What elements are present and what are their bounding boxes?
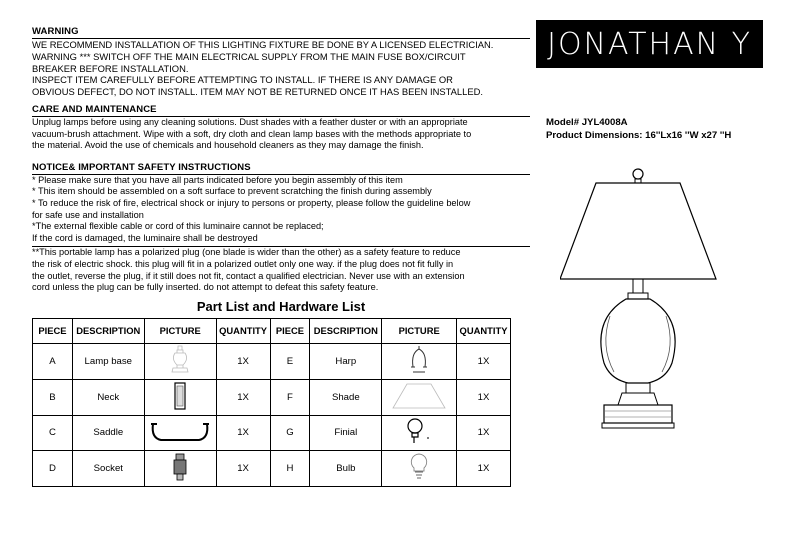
notice-title: NOTICE& IMPORTANT SAFETY INSTRUCTIONS xyxy=(32,161,251,173)
harp-icon xyxy=(407,344,431,376)
header-piece: PIECE xyxy=(270,318,310,343)
piece-cell: G xyxy=(270,415,310,450)
bulb-picture xyxy=(382,450,457,486)
notice-line: If the cord is damaged, the luminaire shall be destroyed xyxy=(32,232,258,243)
header-quantity: QUANTITY xyxy=(457,318,511,343)
warning-line: WARNING *** SWITCH OFF THE MAIN ELECTRICAL SUPPLY FROM THE MAIN FUSE BOX/CIRCUIT xyxy=(32,50,466,62)
table-header-row xyxy=(33,318,511,343)
header-quantity: QUANTITY xyxy=(216,318,270,343)
shade-picture xyxy=(382,379,457,415)
quantity-cell: 1X xyxy=(457,379,511,415)
product-column xyxy=(536,20,796,142)
quantity-cell: 1X xyxy=(457,343,511,379)
header-piece: PIECE xyxy=(33,318,73,343)
description-cell: Neck xyxy=(72,379,144,415)
neck-icon xyxy=(168,380,192,412)
header-picture: PICTURE xyxy=(382,318,457,343)
instructions-column xyxy=(32,26,530,487)
model-number: Model# JYL4008A xyxy=(546,117,628,128)
quantity-cell: 1X xyxy=(216,415,270,450)
lamp-illustration xyxy=(560,166,720,438)
lamp-body xyxy=(601,299,675,383)
plug-line: the outlet, reverse the plug, if it still does not fit, contact a qualified electrician. Never use with an extension xyxy=(32,270,465,281)
notice-line: * To reduce the risk of fire, electrical shock or injury to persons or property, please follow the guideline below xyxy=(32,197,471,208)
care-line: Unplug lamps before using any cleaning solutions. Dust shades with a feather duster or with an appropriate xyxy=(32,116,468,127)
quantity-cell: 1X xyxy=(457,450,511,486)
socket-icon xyxy=(168,451,192,483)
shade-icon xyxy=(391,381,447,411)
warning-title: WARNING xyxy=(32,26,79,37)
header-picture: PICTURE xyxy=(144,318,216,343)
warning-line: OBVIOUS DEFECT, DO NOT INSTALL. ITEM MAY NOT BE RETURNED ONCE IT HAS BEEN INSTALLED. xyxy=(32,86,483,98)
plug-line: the risk of electric shock. this plug will fit in a polarized outlet only one way. if the plug does not fit fully in xyxy=(32,258,454,269)
table-row xyxy=(33,343,511,379)
notice-line: * Please make sure that you have all parts indicated before you begin assembly of this item xyxy=(32,174,403,185)
warning-line: INSPECT ITEM CAREFULLY BEFORE ATTEMPTING TO INSTALL. IF THERE IS ANY DAMAGE OR xyxy=(32,74,453,86)
care-text xyxy=(32,117,530,152)
lamp-base xyxy=(604,405,672,423)
plug-line: **This portable lamp has a polarized plug (one blade is wider than the other) as a safety feature to reduce xyxy=(32,247,461,258)
notice-line: * This item should be assembled on a soft surface to prevent scratching the finish during assembly xyxy=(32,186,432,197)
plug-text xyxy=(32,247,530,293)
description-cell: Shade xyxy=(310,379,382,415)
piece-cell: A xyxy=(33,343,73,379)
table-row xyxy=(33,379,511,415)
neck-picture xyxy=(144,379,216,415)
quantity-cell: 1X xyxy=(457,415,511,450)
bulb-icon xyxy=(407,451,431,483)
quantity-cell: 1X xyxy=(216,343,270,379)
description-cell: Socket xyxy=(72,450,144,486)
parts-title: Part List and Hardware List xyxy=(196,298,366,314)
care-title: CARE AND MAINTENANCE xyxy=(32,103,157,115)
plug-line: cord unless the plug can be fully inserted. do not attempt to defeat this safety feature. xyxy=(32,282,379,293)
quantity-cell: 1X xyxy=(216,450,270,486)
socket-picture xyxy=(144,450,216,486)
description-cell: Bulb xyxy=(310,450,382,486)
description-cell: Saddle xyxy=(72,415,144,450)
description-cell: Lamp base xyxy=(72,343,144,379)
warning-line: BREAKER BEFORE INSTALLATION. xyxy=(32,62,189,74)
lamp-shade xyxy=(560,183,716,279)
harp-picture xyxy=(382,343,457,379)
table-row xyxy=(33,450,511,486)
quantity-cell: 1X xyxy=(216,379,270,415)
saddle-picture xyxy=(144,415,216,450)
lamp-base-icon xyxy=(168,344,192,376)
header-description: DESCRIPTION xyxy=(72,318,144,343)
notice-text xyxy=(32,175,530,245)
product-dimensions: Product Dimensions: 16''Lx16 ''W x27 ''H xyxy=(546,130,732,141)
piece-cell: D xyxy=(33,450,73,486)
finial-picture xyxy=(382,415,457,450)
notice-line: *The external flexible cable or cord of this luminaire cannot be replaced; xyxy=(32,221,324,232)
notice-line: for safe use and installation xyxy=(32,209,144,220)
piece-cell: C xyxy=(33,415,73,450)
saddle-icon xyxy=(149,416,211,446)
brand-logo: JONATHAN Y xyxy=(536,20,763,68)
warning-text xyxy=(32,39,530,98)
piece-cell: H xyxy=(270,450,310,486)
warning-line: WE RECOMMEND INSTALLATION OF THIS LIGHTING FIXTURE BE DONE BY A LICENSED ELECTRICIAN. xyxy=(32,39,494,50)
header-description: DESCRIPTION xyxy=(310,318,382,343)
piece-cell: F xyxy=(270,379,310,415)
description-cell: Finial xyxy=(310,415,382,450)
lamp-finial xyxy=(633,169,643,179)
care-line: the material. Avoid the use of chemicals and household cleaners as they may damage the finish. xyxy=(32,140,424,151)
product-info xyxy=(546,116,796,142)
description-cell: Harp xyxy=(310,343,382,379)
finial-icon xyxy=(401,416,437,446)
piece-cell: E xyxy=(270,343,310,379)
lamp-base-picture xyxy=(144,343,216,379)
lamp-finial-base xyxy=(635,179,641,183)
table-row xyxy=(33,415,511,450)
lamp-neck xyxy=(633,279,643,293)
piece-cell: B xyxy=(33,379,73,415)
care-line: vacuum-brush attachment. Wipe with a soft, dry cloth and clean lamp bases with the methods appropriate to xyxy=(32,128,472,139)
parts-table xyxy=(32,318,511,487)
